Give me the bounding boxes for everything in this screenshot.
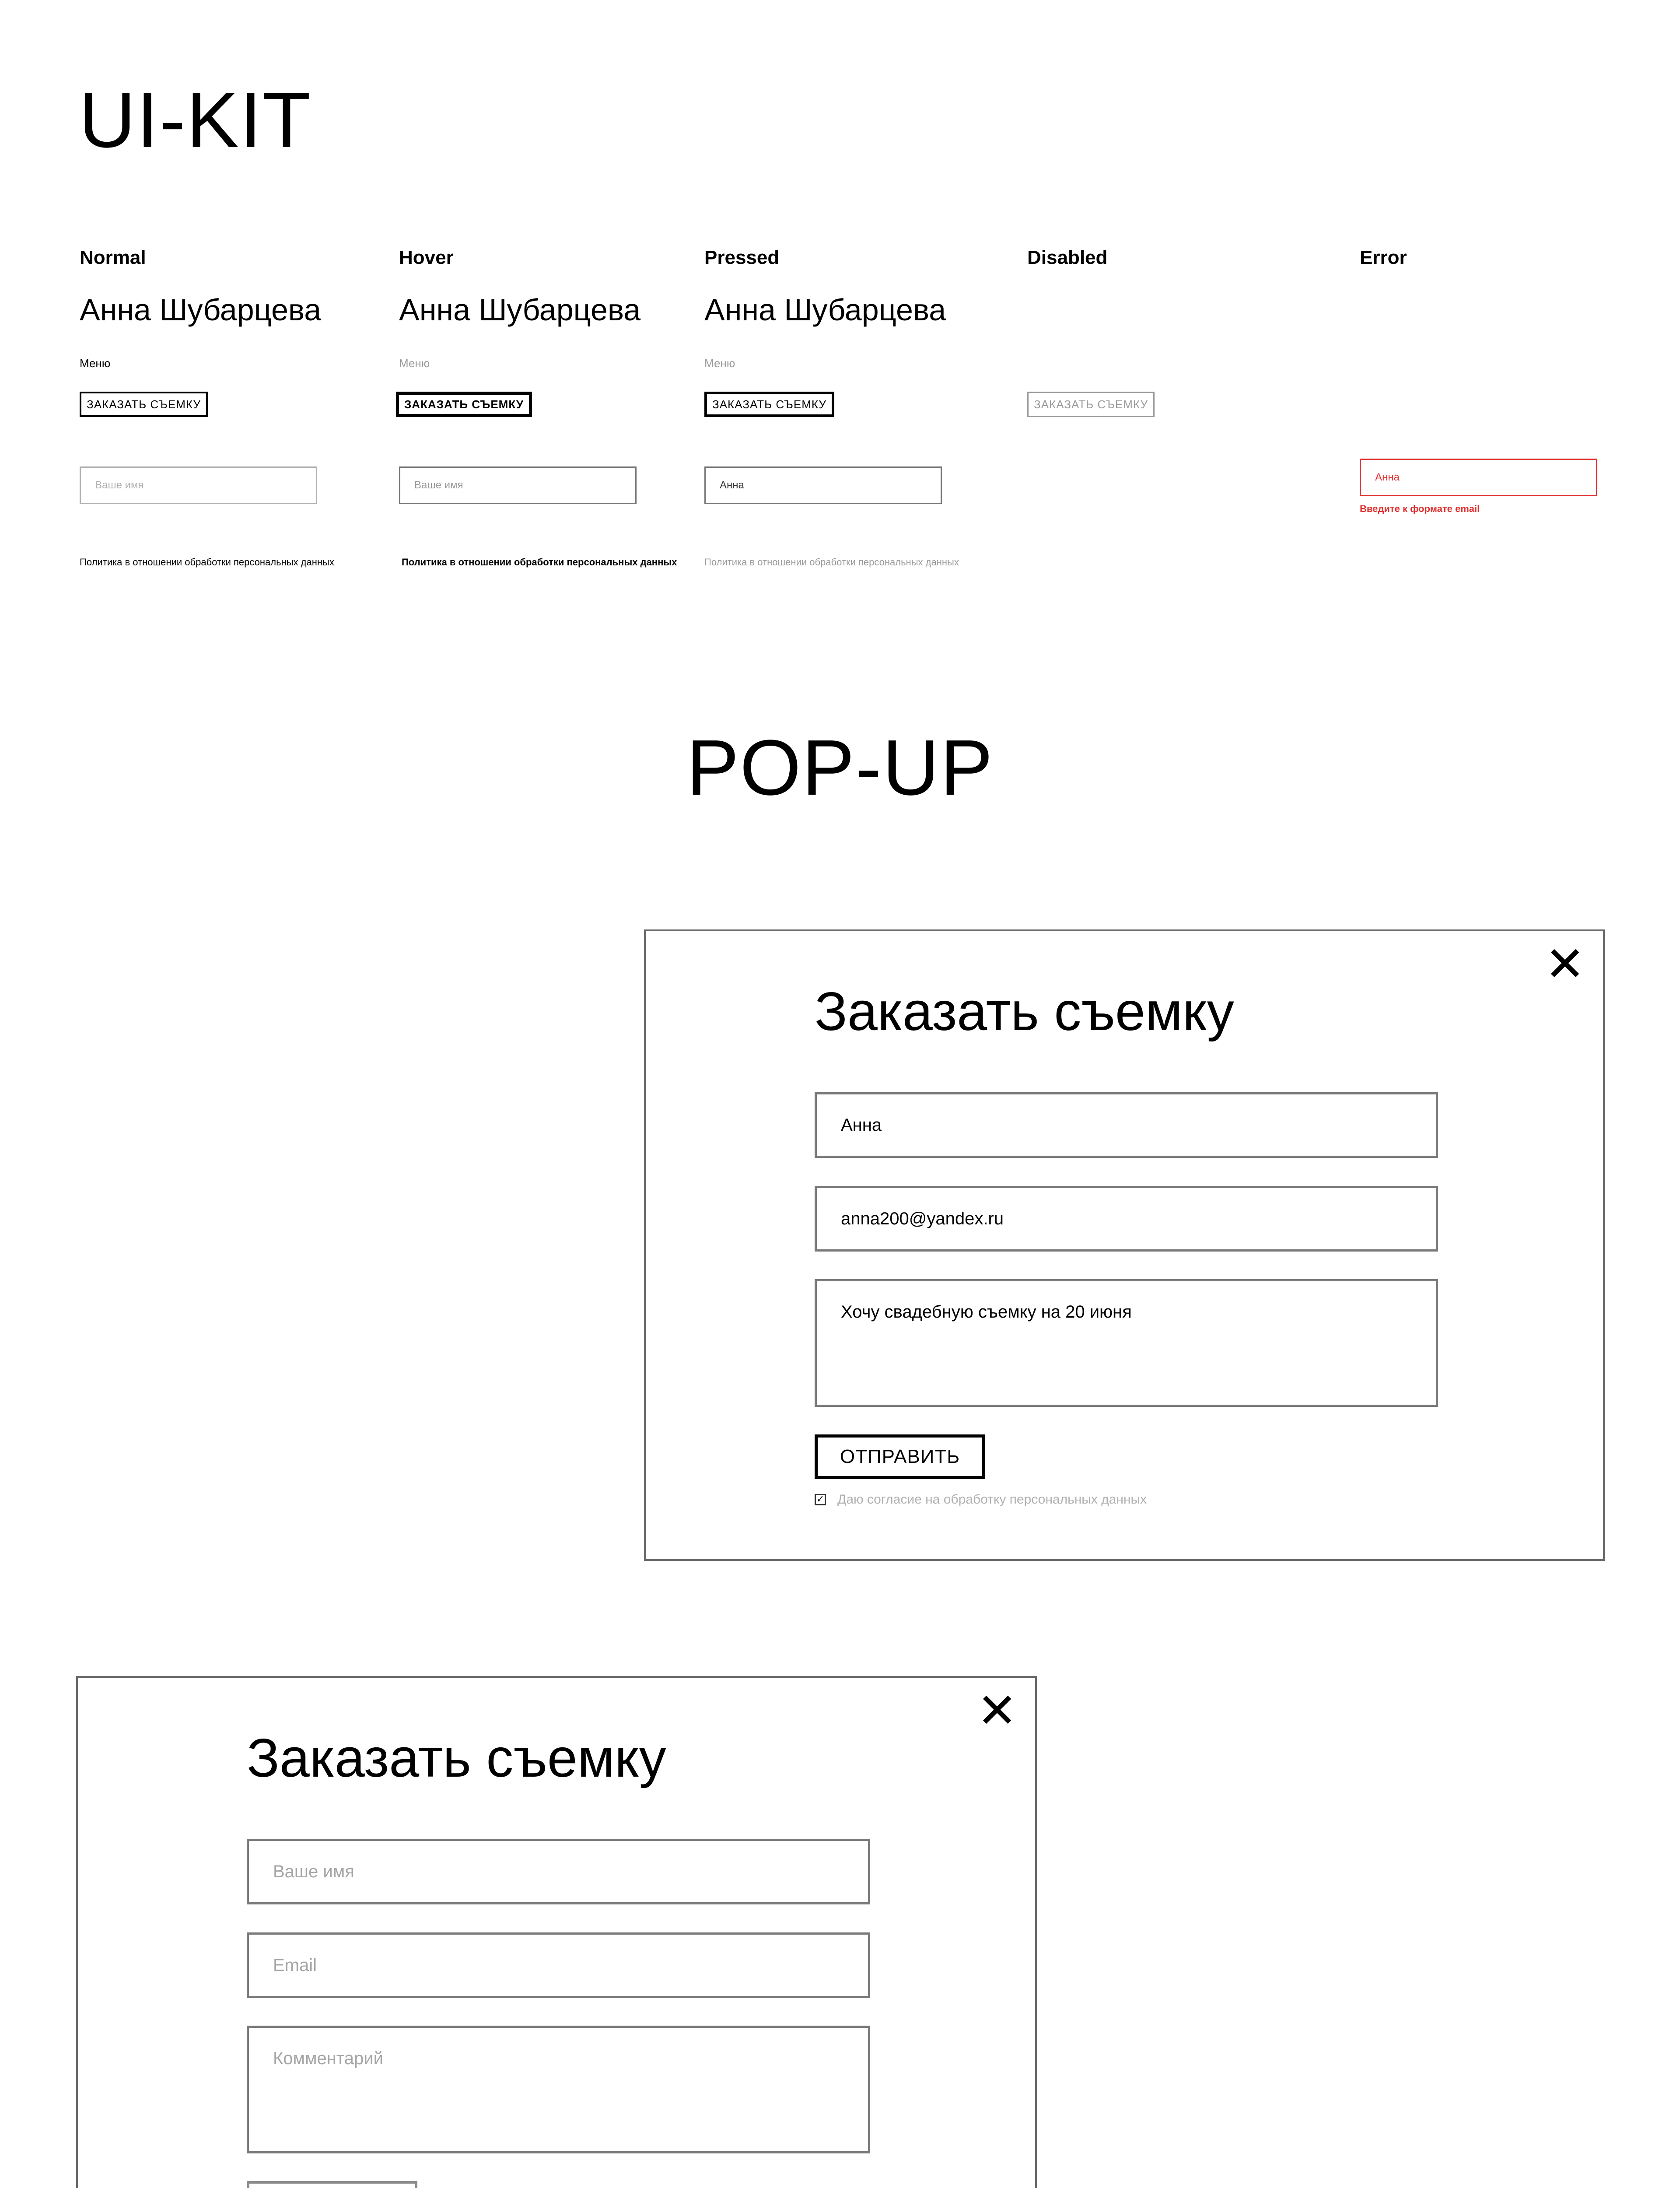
popup-title: Заказать съемку [815,982,1234,1042]
name-input-error[interactable]: Анна [1360,459,1597,496]
state-label-pressed: Pressed [704,247,780,268]
name-input-hover[interactable]: Ваше имя [399,466,637,504]
consent-label: Даю согласие на обработку персональных данных [837,1492,1147,1507]
name-field[interactable]: Анна [815,1092,1438,1158]
order-popup-empty [76,1676,1037,2188]
order-button-disabled[interactable]: ЗАКАЗАТЬ СЪЕМКУ [1027,392,1155,417]
state-label-disabled: Disabled [1027,247,1108,268]
close-icon[interactable]: ✕ [977,1683,1018,1739]
policy-link-pressed[interactable]: Политика в отношении обработки персональных данных [704,557,959,568]
menu-link-normal[interactable]: Меню [80,357,111,370]
order-button-normal[interactable]: ЗАКАЗАТЬ СЪЕМКУ [80,392,208,417]
logo-name-normal[interactable]: Анна Шубарцева [80,293,322,327]
close-icon[interactable]: ✕ [1545,936,1586,992]
state-label-normal: Normal [80,247,146,268]
uikit-title: UI-KIT [79,76,312,164]
comment-field[interactable]: Хочу свадебную съемку на 20 июня [815,1279,1438,1407]
state-label-hover: Hover [399,247,454,268]
name-input-normal[interactable]: Ваше имя [80,466,317,504]
error-message: Введите к формате email [1360,503,1480,514]
consent-checkbox[interactable]: ✓ [815,1494,826,1505]
comment-field[interactable]: Комментарий [247,2026,870,2153]
name-field[interactable]: Ваше имя [247,1839,870,1904]
logo-name-pressed[interactable]: Анна Шубарцева [704,293,946,327]
menu-link-hover[interactable]: Меню [399,357,430,370]
order-popup-filled [644,929,1605,1561]
order-button-hover[interactable]: ЗАКАЗАТЬ СЪЕМКУ [396,392,532,417]
consent-row [815,1492,1147,1507]
policy-link-hover[interactable]: Политика в отношении обработки персональных данных [402,557,677,568]
email-field[interactable]: anna200@yandex.ru [815,1186,1438,1252]
name-input-pressed[interactable]: Анна [704,466,942,504]
state-label-error: Error [1360,247,1407,268]
popup-section-heading: POP-UP [686,724,994,812]
submit-button[interactable]: ОТПРАВИТЬ [815,1434,985,1479]
email-field[interactable]: Email [247,1932,870,1998]
policy-link-normal[interactable]: Политика в отношении обработки персональных данных [80,557,334,568]
logo-name-hover[interactable]: Анна Шубарцева [399,293,641,327]
popup-title: Заказать съемку [247,1728,666,1788]
menu-link-pressed[interactable]: Меню [704,357,735,370]
order-button-pressed[interactable]: ЗАКАЗАТЬ СЪЕМКУ [704,392,834,417]
submit-button[interactable] [247,2181,417,2188]
